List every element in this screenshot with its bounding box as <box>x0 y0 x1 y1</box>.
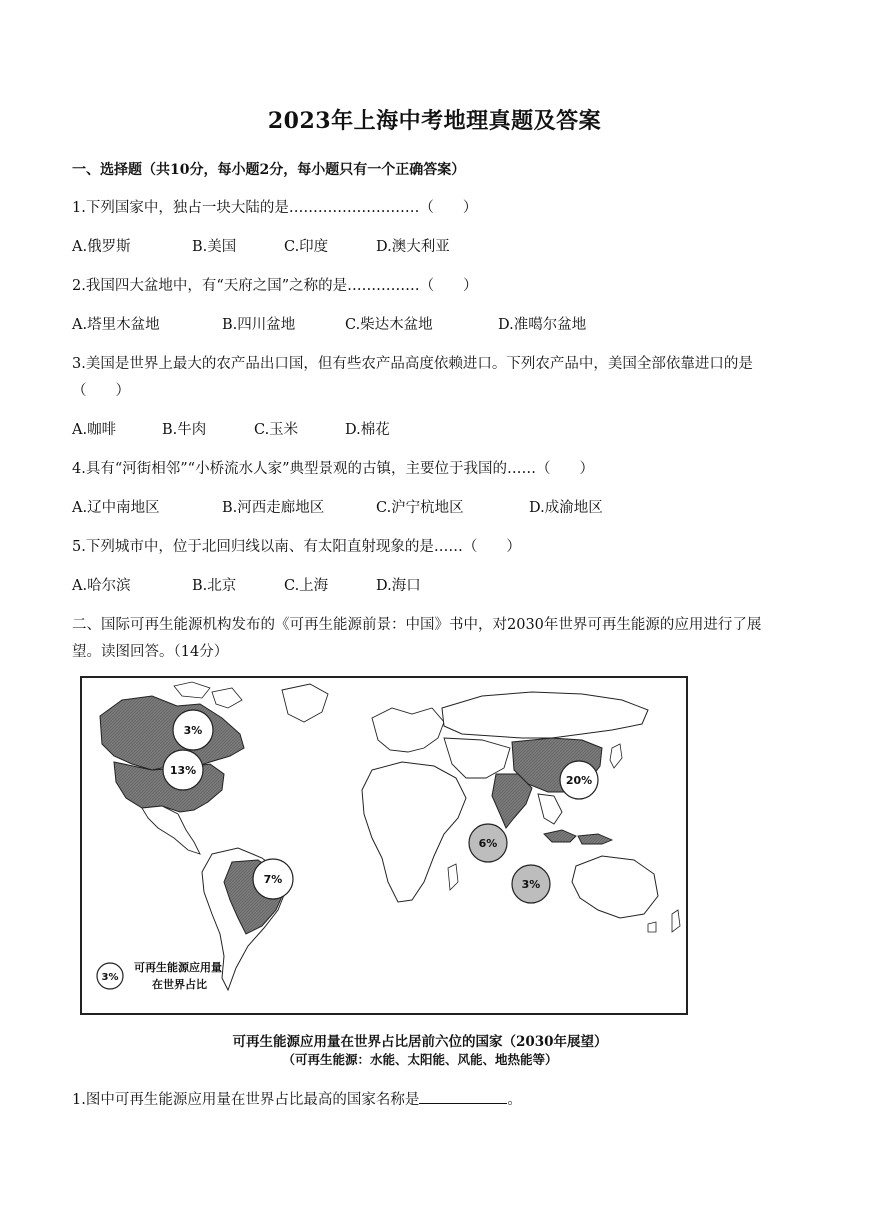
legend-line1: 可再生能源应用量 <box>134 961 222 974</box>
q5-option-a: A.哈尔滨 <box>72 578 131 594</box>
q5-option-c: C.上海 <box>284 578 329 594</box>
q2-option-c: C.柴达木盆地 <box>345 317 433 333</box>
q4-option-d: D.成渝地区 <box>529 500 603 516</box>
legend-line2: 在世界占比 <box>152 978 207 991</box>
q4-option-c: C.沪宁杭地区 <box>376 500 464 516</box>
section2-intro-line1: 二、国际可再生能源机构发布的《可再生能源前景：中国》书中，对2030年世界可再生能源的应用进行了展 <box>72 617 762 633</box>
section2-question-1 <box>72 1088 522 1109</box>
question-1-stem: 1.下列国家中，独占一块大陆的是………………………（ ） <box>72 200 478 216</box>
q1-option-b: B.美国 <box>192 239 237 255</box>
marker-label-canada: 3% <box>183 724 203 737</box>
marker-india <box>469 824 507 862</box>
world-map <box>82 678 686 1013</box>
question-4-stem: 4.具有“河街相邻”“小桥流水人家”典型景观的古镇，主要位于我国的……（ ） <box>72 461 594 477</box>
map-caption-note: （可再生能源：水能、太阳能、风能、地热能等） <box>282 1052 558 1067</box>
map-legend <box>97 960 222 991</box>
marker-label-india: 6% <box>478 837 498 850</box>
q3-option-a: A.咖啡 <box>72 422 117 438</box>
marker-indonesia <box>512 865 550 903</box>
world-map-figure <box>80 676 688 1015</box>
q1-option-d: D.澳大利亚 <box>376 239 450 255</box>
map-caption: 可再生能源应用量在世界占比居前六位的国家（2030年展望） <box>232 1034 608 1050</box>
question-3-paren: （ ） <box>72 383 130 399</box>
marker-canada <box>173 710 213 750</box>
q2-option-a: A.塔里木盆地 <box>72 317 160 333</box>
marker-label-indonesia: 3% <box>521 878 541 891</box>
marker-usa <box>163 750 203 790</box>
page-title: 2023年上海中考地理真题及答案 <box>267 108 602 134</box>
q4-option-b: B.河西走廊地区 <box>222 500 325 516</box>
q2-option-d: D.准噶尔盆地 <box>498 317 587 333</box>
q4-option-a: A.辽中南地区 <box>72 500 160 516</box>
q5-option-b: B.北京 <box>192 578 237 594</box>
q5-option-d: D.海口 <box>376 578 421 594</box>
marker-brazil <box>253 859 293 899</box>
marker-label-china: 20% <box>565 774 593 787</box>
q3-option-c: C.玉米 <box>254 422 299 438</box>
answer-blank[interactable] <box>419 1089 507 1104</box>
question-3-stem: 3.美国是世界上最大的农产品出口国，但有些农产品高度依赖进口。下列农产品中，美国全部依靠进口的是 <box>72 356 753 372</box>
q3-option-d: D.棉花 <box>345 422 390 438</box>
india-shape <box>492 774 532 828</box>
question-2-stem: 2.我国四大盆地中，有“天府之国”之称的是……………（ ） <box>72 278 478 294</box>
q1-text-before: 1.图中可再生能源应用量在世界占比最高的国家名称是 <box>72 1092 420 1108</box>
section2-intro-line2: 望。读图回答。（14分） <box>72 644 229 660</box>
q1-text-after: 。 <box>507 1092 522 1108</box>
q1-option-a: A.俄罗斯 <box>72 239 131 255</box>
marker-label-brazil: 7% <box>263 873 283 886</box>
legend-sample-label: 3% <box>101 972 119 983</box>
section1-heading: 一、选择题（共10分，每小题2分，每小题只有一个正确答案） <box>72 162 466 178</box>
indonesia-shape <box>544 830 576 842</box>
q2-option-b: B.四川盆地 <box>222 317 296 333</box>
marker-china <box>560 761 598 799</box>
q3-option-b: B.牛肉 <box>162 422 207 438</box>
marker-label-usa: 13% <box>169 764 197 777</box>
q1-option-c: C.印度 <box>284 239 329 255</box>
question-5-stem: 5.下列城市中，位于北回归线以南、有太阳直射现象的是……（ ） <box>72 539 521 555</box>
